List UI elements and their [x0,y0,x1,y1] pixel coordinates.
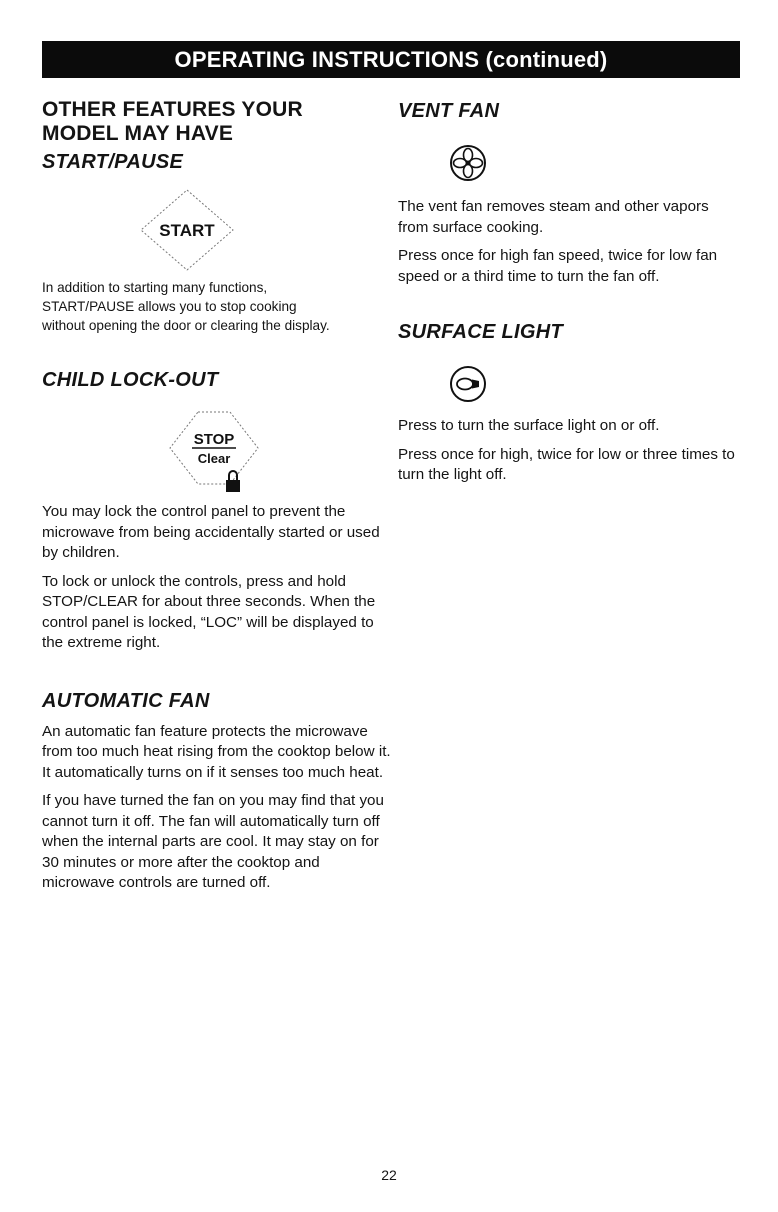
light-bulb-icon [448,364,490,406]
child-lock-para-2: To lock or unlock the controls, press and hold STOP/CLEAR for about three seconds. When the control panel is locked, “LOC” will be displayed to the extreme right. [42,572,376,651]
clear-label: Clear [197,451,231,466]
automatic-fan-heading: AUTOMATIC FAN [42,689,210,712]
start-button-illustration [42,188,332,272]
right-column [398,100,738,486]
fan-icon [448,143,490,185]
section-title-line2: MODEL MAY HAVE [42,122,234,145]
surface-light-para-2: Press once for high, twice for low or three times to turn the light off. [398,445,735,483]
surface-light-button-illustration [448,364,738,406]
child-lock-para-1: You may lock the control panel to prevent the microwave from being accidentally started or used by children. [42,503,380,561]
padlock-icon [226,471,240,492]
automatic-fan-para-2: If you have turned the fan on you may find that you cannot turn it off. The fan will automatically turn off when the internal parts are cool. It may stay on for 30 minutes or more after the cooktop and microwave controls are turned off. [42,792,384,891]
section-title-line1: OTHER FEATURES YOUR [42,98,303,121]
stop-clear-button-illustration [168,410,392,494]
start-pause-text: In addition to starting many functions, START/PAUSE allows you to stop cooking without opening the door or clearing the display. [42,280,330,333]
vent-fan-para-1: The vent fan removes steam and other vapors from surface cooking. [398,198,709,236]
page-number: 22 [381,1167,397,1183]
start-button-label: START [159,221,215,240]
stop-label: STOP [193,431,235,448]
vent-fan-button-illustration [448,143,738,185]
automatic-fan-para-1: An automatic fan feature protects the microwave from too much heat rising from the cooktop below it. It automatically turns on if it senses too much heat. [42,722,391,781]
vent-fan-heading: VENT FAN [398,100,500,122]
page-banner: OPERATING INSTRUCTIONS (continued) [42,41,740,78]
surface-light-heading: SURFACE LIGHT [398,321,564,343]
start-pause-heading: START/PAUSE [42,151,184,173]
left-column [42,98,392,894]
surface-light-para-1: Press to turn the surface light on or off. [398,417,660,434]
vent-fan-para-2: Press once for high fan speed, twice for low fan speed or a third time to turn the fan off. [398,247,718,285]
start-button-icon [135,188,239,272]
stop-clear-button-icon [168,410,260,494]
child-lock-heading: CHILD LOCK-OUT [42,369,219,391]
section-title [42,98,392,146]
